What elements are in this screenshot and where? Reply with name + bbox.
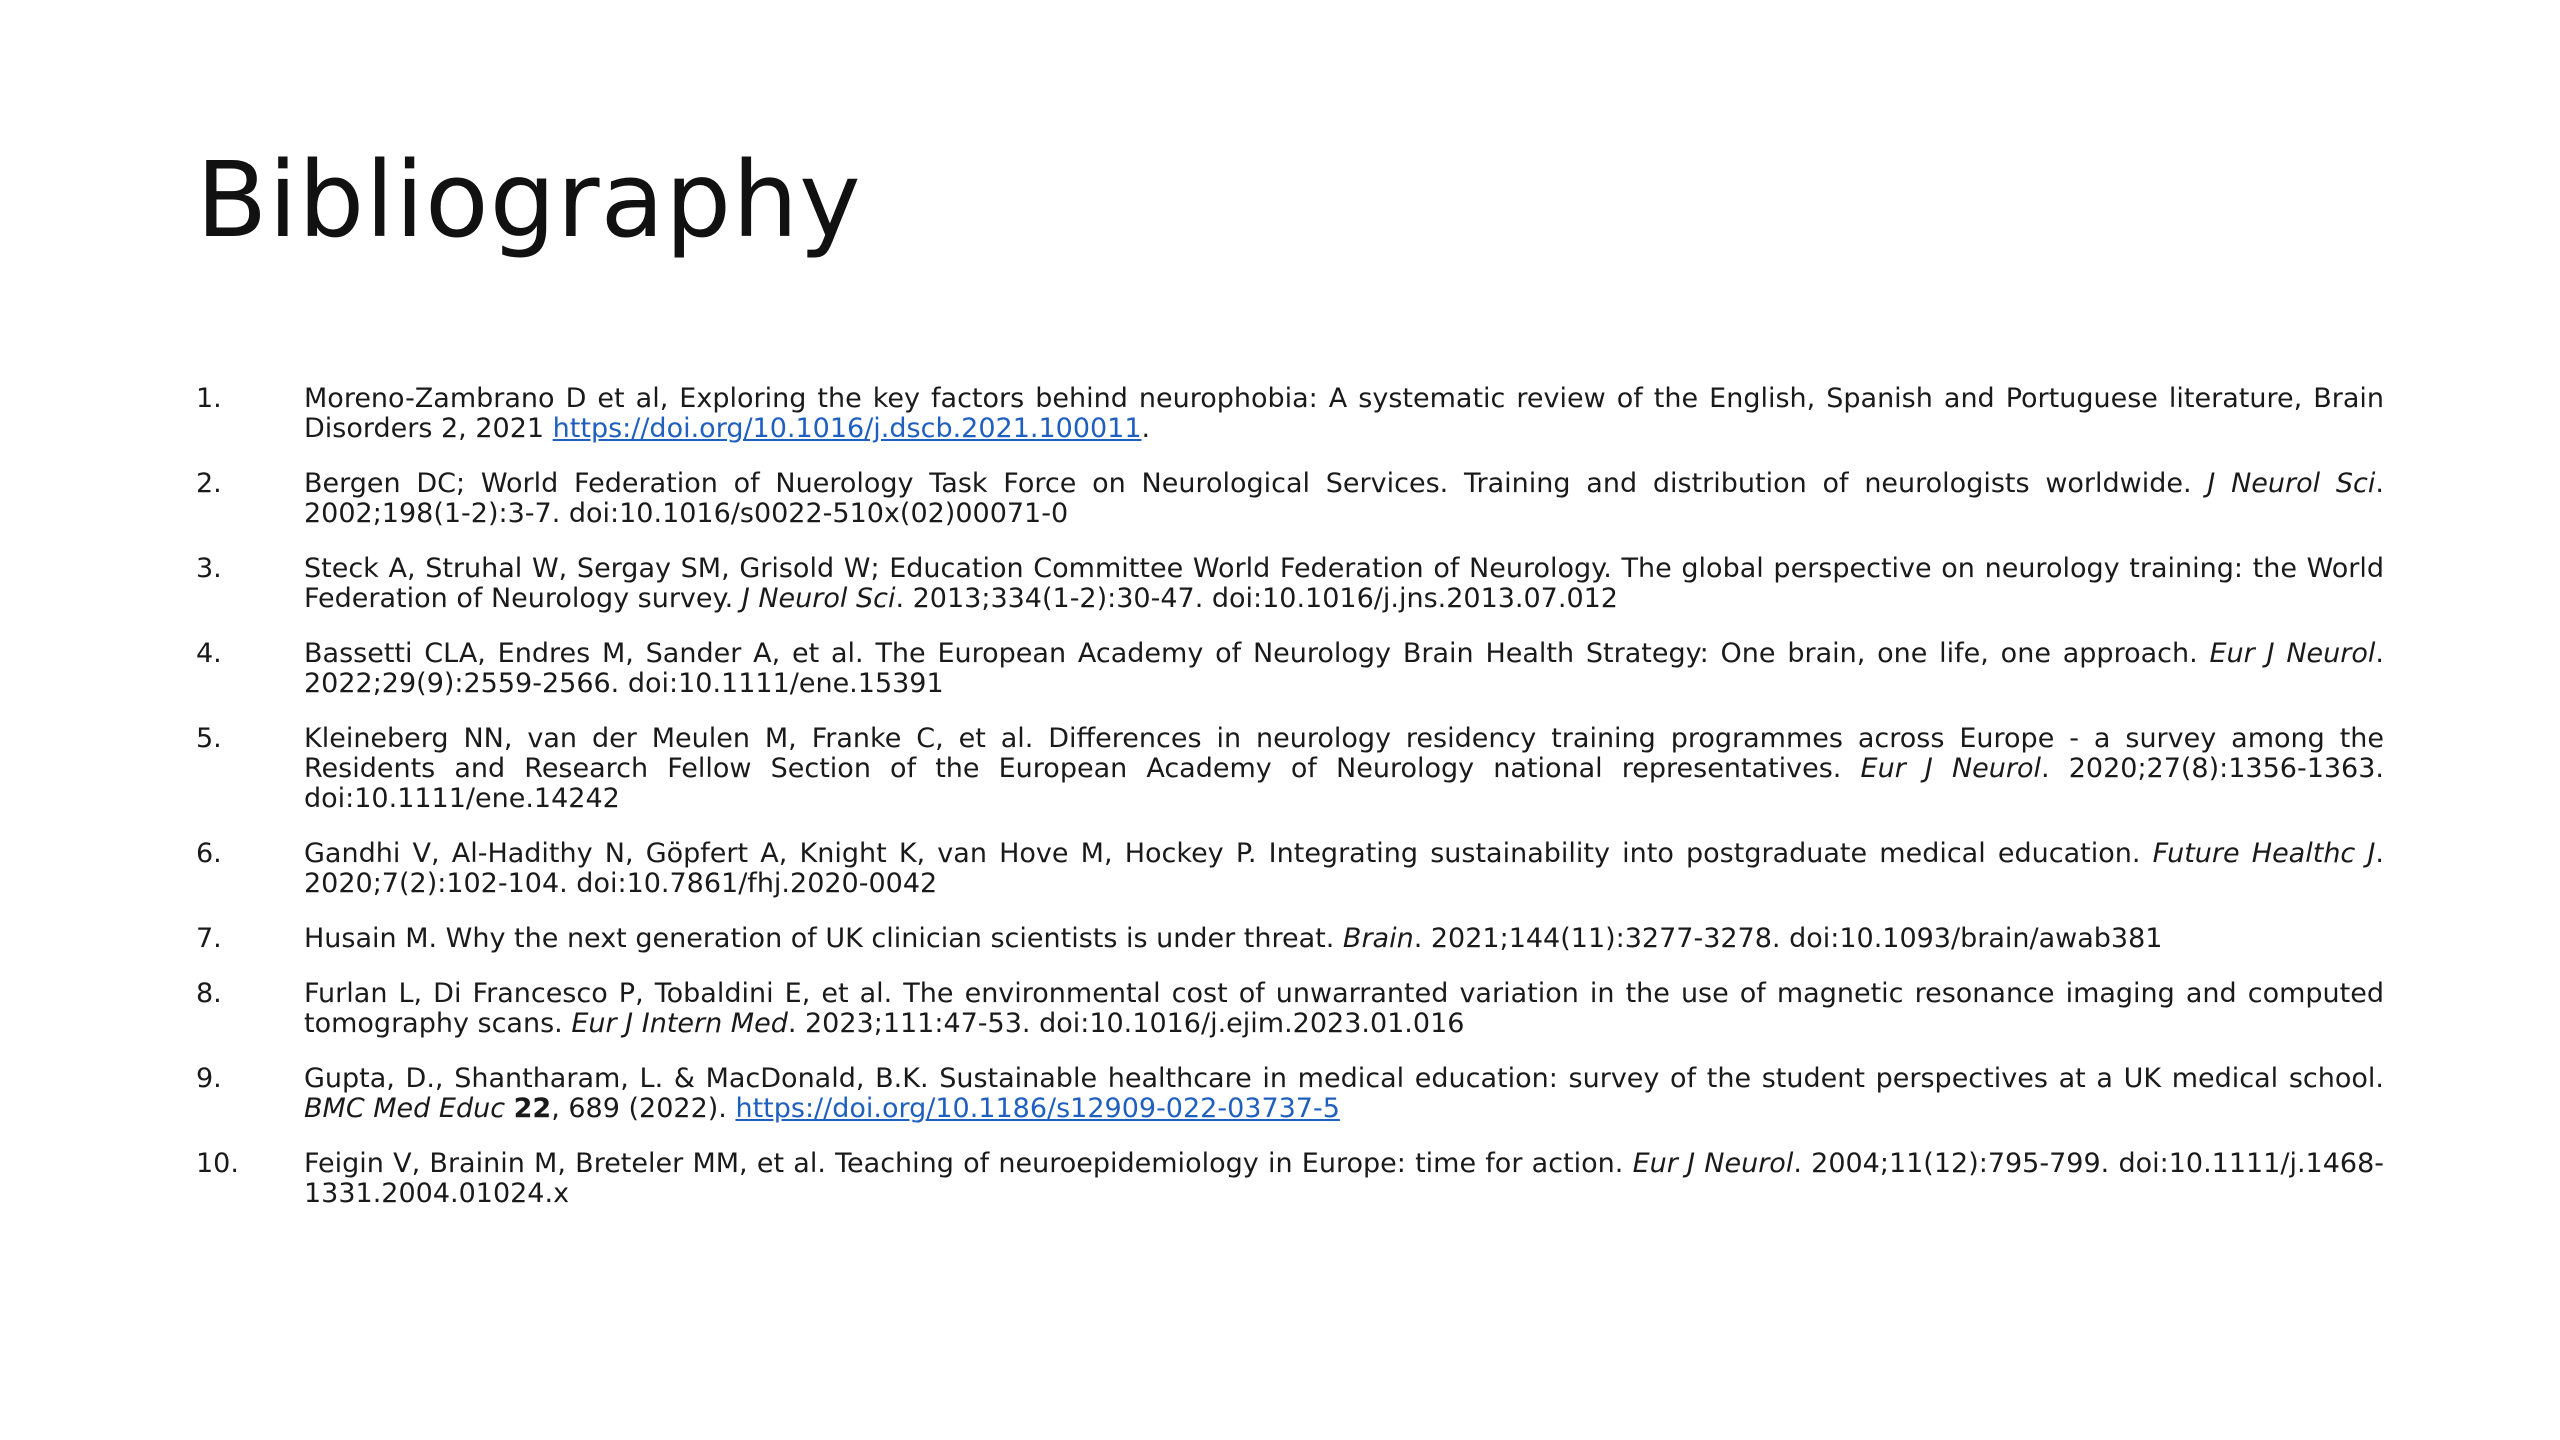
reference-number: 8. <box>196 978 222 1009</box>
page-title: Bibliography <box>196 139 862 261</box>
list-item <box>196 979 2384 1039</box>
reference-text: Moreno-Zambrano D et al, Exploring the key factors behind neurophobia: A systematic review of the English, Spanish and Portuguese literature, Brain Disorders 2, 2021 https://doi.org/10.1016/j.dscb.2021.100011. <box>304 383 2384 444</box>
journal-name: J Neurol Sci <box>2207 468 2376 499</box>
reference-number: 6. <box>196 838 222 869</box>
reference-text: Kleineberg NN, van der Meulen M, Franke C, et al. Differences in neurology residency training programmes across Europe - a survey among the Residents and Research Fellow Section of the European Academy of Neurology national representatives. Eur J Neurol. 2020;27(8):1356-1363. doi:10.1111/ene.14242 <box>304 723 2384 814</box>
journal-name: J Neurol Sci <box>741 583 896 614</box>
journal-name: Brain <box>1342 923 1414 954</box>
reference-text: Gandhi V, Al-Hadithy N, Göpfert A, Knight K, van Hove M, Hockey P. Integrating sustainability into postgraduate medical education. Future Healthc J. 2020;7(2):102-104. doi:10.7861/fhj.2020-0042 <box>304 838 2385 899</box>
reference-number: 5. <box>196 723 222 754</box>
journal-name: Eur J Neurol <box>1632 1148 1794 1179</box>
list-item <box>196 1149 2384 1209</box>
reference-text: Bergen DC; World Federation of Nuerology Task Force on Neurological Services. Training and distribution of neurologists worldwide. J Neurol Sci. 2002;198(1-2):3-7. doi:10.1016/s0022-510x(02)00071-0 <box>304 468 2384 529</box>
reference-number: 7. <box>196 923 222 954</box>
reference-number: 10. <box>196 1148 239 1179</box>
reference-text: Husain M. Why the next generation of UK clinician scientists is under threat. Brain. 2021;144(11):3277-3278. doi:10.1093/brain/awab381 <box>304 923 2163 954</box>
journal-name: Eur J Neurol <box>2209 638 2376 669</box>
list-item <box>196 639 2384 699</box>
list-item <box>196 924 2384 954</box>
reference-text: Furlan L, Di Francesco P, Tobaldini E, et al. The environmental cost of unwarranted variation in the use of magnetic resonance imaging and computed tomography scans. Eur J Intern Med. 2023;111:47-53. doi:10.1016/j.ejim.2023.01.016 <box>304 978 2384 1039</box>
reference-text: Steck A, Struhal W, Sergay SM, Grisold W; Education Committee World Federation of Neurology. The global perspective on neurology training: the World Federation of Neurology survey. J Neurol Sci. 2013;334(1-2):30-47. doi:10.1016/j.jns.2013.07.012 <box>304 553 2384 614</box>
reference-text: Bassetti CLA, Endres M, Sander A, et al. The European Academy of Neurology Brain Health Strategy: One brain, one life, one approach. Eur J Neurol. 2022;29(9):2559-2566. doi:10.1111/ene.15391 <box>304 638 2384 699</box>
list-item <box>196 469 2384 529</box>
reference-list <box>196 384 2384 1234</box>
reference-number: 1. <box>196 383 222 414</box>
journal-name: Eur J Intern Med <box>571 1008 788 1039</box>
journal-name: Future Healthc J <box>2152 838 2376 869</box>
list-item <box>196 724 2384 814</box>
list-item <box>196 839 2384 899</box>
volume-number: 22 <box>513 1093 552 1124</box>
doi-link[interactable]: https://doi.org/10.1016/j.dscb.2021.100011 <box>552 413 1142 444</box>
reference-number: 4. <box>196 638 222 669</box>
doi-link[interactable]: https://doi.org/10.1186/s12909-022-03737-5 <box>735 1093 1340 1124</box>
journal-name: BMC Med Educ <box>304 1093 506 1124</box>
list-item <box>196 384 2384 444</box>
reference-text: Gupta, D., Shantharam, L. & MacDonald, B.K. Sustainable healthcare in medical education: survey of the student perspectives at a UK medical school. BMC Med Educ 22, 689 (2022). https://doi.org/10.1186/s12909-022-03737-5 <box>304 1063 2384 1124</box>
reference-number: 9. <box>196 1063 222 1094</box>
reference-number: 2. <box>196 468 222 499</box>
journal-name: Eur J Neurol <box>1860 753 2042 784</box>
reference-number: 3. <box>196 553 222 584</box>
list-item <box>196 1064 2384 1124</box>
list-item <box>196 554 2384 614</box>
reference-text: Feigin V, Brainin M, Breteler MM, et al. Teaching of neuroepidemiology in Europe: time for action. Eur J Neurol. 2004;11(12):795-799. doi:10.1111/j.1468-1331.2004.01024.x <box>304 1148 2384 1209</box>
